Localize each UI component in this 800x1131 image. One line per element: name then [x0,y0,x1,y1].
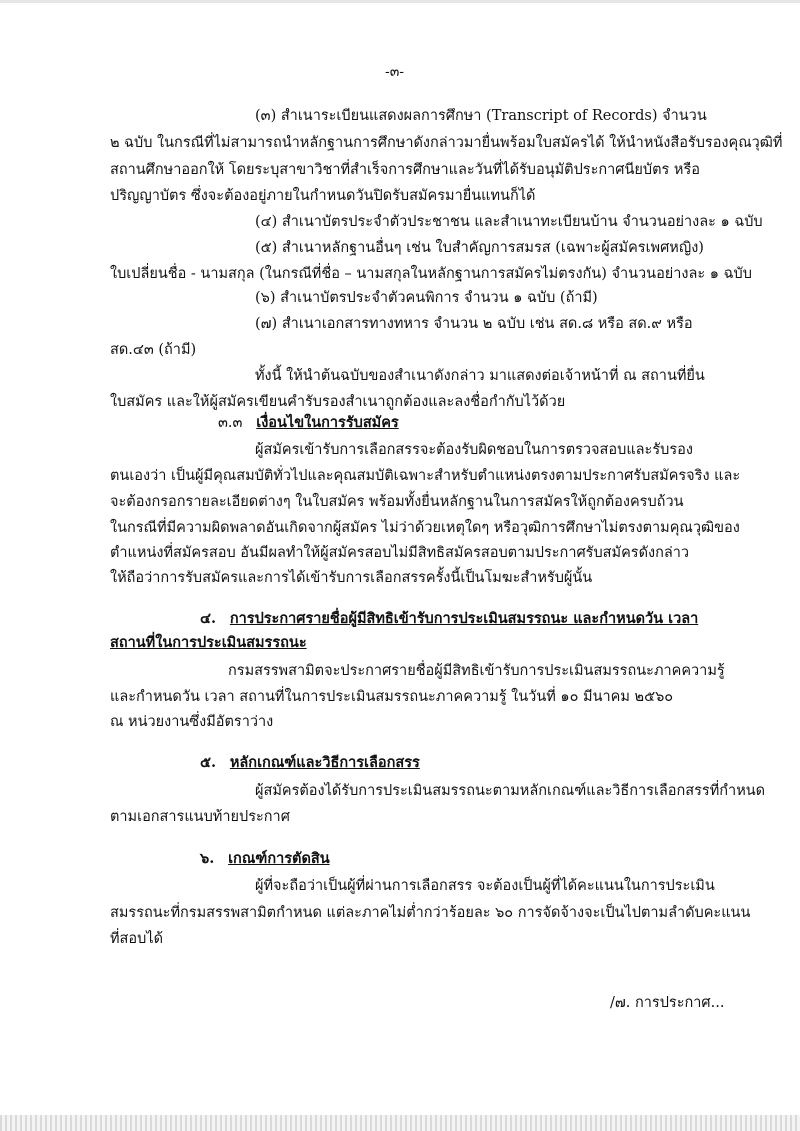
section-6-heading [200,849,330,869]
section-4-line-3: ณ หน่วยงานซึ่งมีอัตราว่าง [110,714,274,730]
section-3-3-line-6: ให้ถือว่าการรับสมัครและการได้เข้ารับการเลือกสรรครั้งนี้เป็นโมฆะสำหรับผู้นั้น [110,570,593,586]
item-3-line-2: ๒ ฉบับ ในกรณีที่ไม่สามารถนำหลักฐานการศึกษาดังกล่าวมายื่นพร้อมใบสมัครได้ ให้นำหนังสือรับรองคุณวุฒิที่ [110,135,783,151]
section-3-3-title: เงื่อนไขในการรับสมัคร [256,414,399,431]
section-6-line-3: ที่สอบได้ [110,931,164,947]
section-3-3-heading [218,413,399,433]
section-5-line-2: ตามเอกสารแนบท้ายประกาศ [110,809,290,825]
section-4-title: การประกาศรายชื่อผู้มีสิทธิเข้ารับการประเมินสมรรถนะ และกำหนดวัน เวลา [229,610,699,627]
section-3-3-line-5: ตำแหน่งที่สมัครสอบ อันมีผลทำให้ผู้สมัครสอบไม่มีสิทธิสมัครสอบตามประกาศรับสมัครดังกล่าว [110,545,690,561]
section-6-number: ๖. [200,850,215,867]
original-note-line-2: ใบสมัคร และให้ผู้สมัครเขียนคำรับรองสำเนาถูกต้องและลงชื่อกำกับไว้ด้วย [110,394,566,410]
item-5-line-1: (๕) สำเนาหลักฐานอื่นๆ เช่น ใบสำคัญการสมรส (เฉพาะผู้สมัครเพศหญิง) [255,240,704,256]
section-5-title: หลักเกณฑ์และวิธีการเลือกสรร [229,754,420,771]
scan-top-edge [0,0,800,3]
section-4-number: ๔. [200,610,217,627]
section-5-heading [200,753,420,773]
section-5-line-1: ผู้สมัครต้องได้รับการประเมินสมรรถนะตามหลักเกณฑ์และวิธีการเลือกสรรที่กำหนด [255,783,766,799]
scan-bottom-edge [0,1115,800,1131]
section-4-heading-line-2: สถานที่ในการประเมินสมรรถนะ [110,634,307,651]
item-4: (๔) สำเนาบัตรประจำตัวประชาชน และสำเนาทะเบียนบ้าน จำนวนอย่างละ ๑ ฉบับ [255,214,763,230]
section-3-3-line-2: ตนเองว่า เป็นผู้มีคุณสมบัติทั่วไปและคุณสมบัติเฉพาะสำหรับตำแหน่งตรงตามประกาศรับสมัครจริง และ [110,468,741,484]
page-number: -๓- [385,64,405,80]
section-3-3-line-4: ในกรณีที่มีความผิดพลาดอันเกิดจากผู้สมัคร ไม่ว่าด้วยเหตุใดๆ หรือวุฒิการศึกษาไม่ตรงตามคุณวุฒิของ [110,520,740,536]
item-6: (๖) สำเนาบัตรประจำตัวคนพิการ จำนวน ๑ ฉบับ (ถ้ามี) [255,290,598,306]
item-5-line-2: ใบเปลี่ยนชื่อ - นามสกุล (ในกรณีที่ชื่อ – นามสกุลในหลักฐานการสมัครไม่ตรงกัน) จำนวนอย่างละ ๑ ฉบับ [110,266,752,282]
section-3-3-number: ๓.๓ [218,415,243,431]
section-4-line-1: กรมสรรพสามิตจะประกาศรายชื่อผู้มีสิทธิเข้ารับการประเมินสมรรถนะภาคความรู้ [228,663,725,679]
section-4-heading-line-1 [200,609,698,629]
original-note-line-1: ทั้งนี้ ให้นำต้นฉบับของสำเนาดังกล่าว มาแสดงต่อเจ้าหน้าที่ ณ สถานที่ยื่น [255,368,705,384]
section-6-title: เกณฑ์การตัดสิน [228,850,330,867]
section-6-line-2: สมรรถนะที่กรมสรรพสามิตกำหนด แต่ละภาคไม่ต่ำกว่าร้อยละ ๖๐ การจัดจ้างจะเป็นไปตามลำดับคะแนน [110,905,751,921]
section-3-3-line-3: จะต้องกรอกรายละเอียดต่างๆ ในใบสมัคร พร้อมทั้งยื่นหลักฐานในการสมัครให้ถูกต้องครบถ้วน [110,494,684,510]
item-7-line-1: (๗) สำเนาเอกสารทางทหาร จำนวน ๒ ฉบับ เช่น สด.๘ หรือ สด.๙ หรือ [255,316,693,332]
section-4-line-2: และกำหนดวัน เวลา สถานที่ในการประเมินสมรรถนะภาคความรู้ ในวันที่ ๑๐ มีนาคม ๒๕๖๐ [110,689,674,705]
continuation-text: /๗. การประกาศ... [610,995,725,1011]
item-3-line-4: ปริญญาบัตร ซึ่งจะต้องอยู่ภายในกำหนดวันปิดรับสมัครมายื่นแทนก็ได้ [110,188,536,204]
item-3-line-3: สถานศึกษาออกให้ โดยระบุสาขาวิชาที่สำเร็จการศึกษาและวันที่ได้รับอนุมัติประกาศนียบัตร หรือ [110,162,700,178]
section-3-3-line-1: ผู้สมัครเข้ารับการเลือกสรรจะต้องรับผิดชอบในการตรวจสอบและรับรอง [255,442,693,458]
item-7-line-2: สด.๔๓ (ถ้ามี) [110,342,197,358]
item-3-line-1: (๓) สำเนาระเบียนแสดงผลการศึกษา (Transcript of Records) จำนวน [255,108,707,124]
section-5-number: ๕. [200,754,217,771]
section-6-line-1: ผู้ที่จะถือว่าเป็นผู้ที่ผ่านการเลือกสรร จะต้องเป็นผู้ที่ได้คะแนนในการประเมิน [255,878,715,894]
